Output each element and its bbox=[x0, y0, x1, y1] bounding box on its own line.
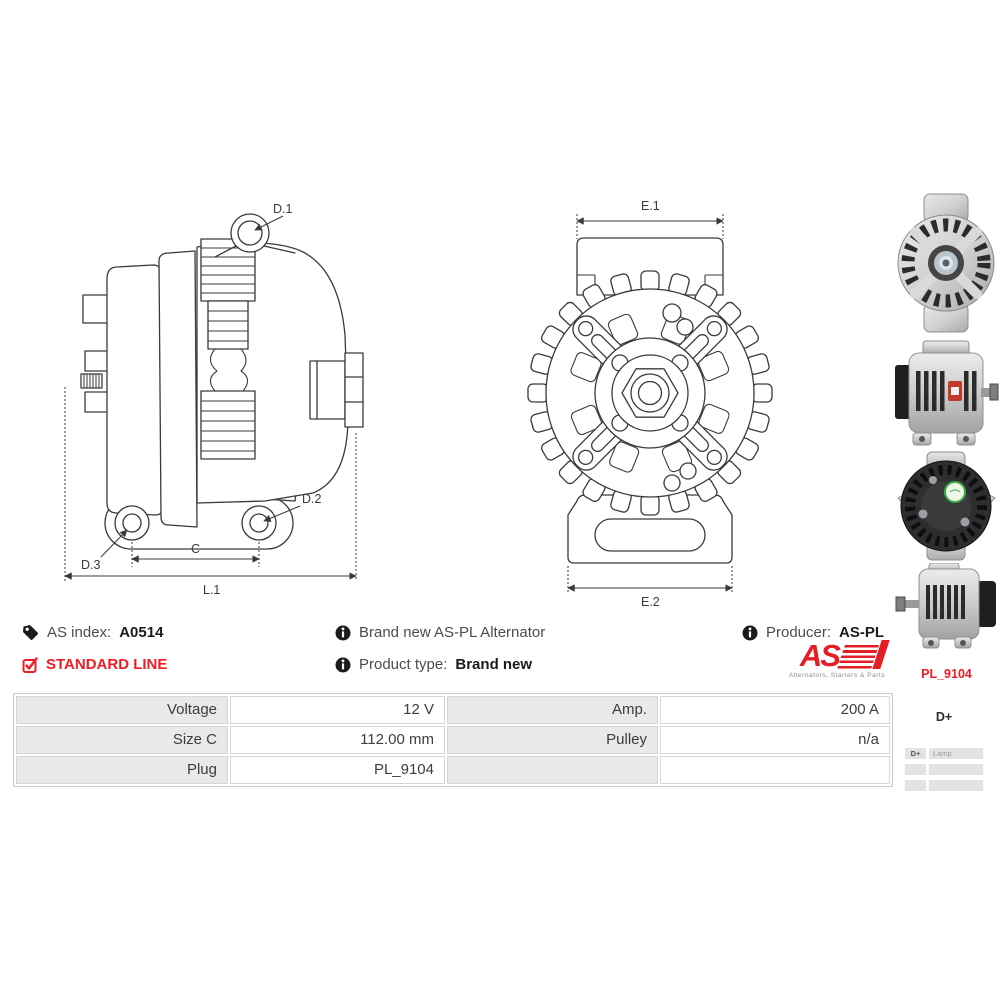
dimension-label-l1: L.1 bbox=[203, 583, 221, 597]
dimension-label-e2: E.2 bbox=[641, 595, 660, 609]
product-type-line bbox=[335, 656, 532, 673]
dimension-label-d1: D.1 bbox=[273, 202, 293, 216]
spec-label-amp: Amp. bbox=[447, 696, 658, 724]
alternator-front-photo[interactable] bbox=[893, 190, 1000, 335]
spec-label-plug: Plug bbox=[16, 756, 228, 784]
alternator-side-photo[interactable] bbox=[893, 337, 1000, 448]
connector-function: Lamp bbox=[929, 748, 983, 759]
spec-row bbox=[16, 696, 890, 724]
as-index-value: A0514 bbox=[119, 624, 164, 641]
front-view-drawing bbox=[520, 195, 790, 613]
product-type-label: Product type: bbox=[359, 656, 448, 673]
aspl-logo-mark bbox=[799, 638, 885, 673]
spec-table bbox=[13, 693, 893, 787]
alternator-rear-photo[interactable] bbox=[893, 450, 1000, 562]
plug-code-label[interactable]: PL_9104 bbox=[921, 667, 972, 681]
spec-value-pulley: n/a bbox=[660, 726, 890, 754]
connector-pin bbox=[905, 764, 926, 775]
connector-pin-table bbox=[905, 748, 983, 796]
brand-new-text: Brand new AS-PL Alternator bbox=[359, 624, 546, 641]
spec-label-empty bbox=[447, 756, 658, 784]
connector-row bbox=[905, 764, 983, 775]
terminal-label: D+ bbox=[935, 710, 953, 724]
spec-value-size-c: 112.00 mm bbox=[230, 726, 445, 754]
aspl-logo-text: AS bbox=[799, 638, 839, 673]
dimension-label-c: C bbox=[191, 542, 201, 556]
connector-pin: D+ bbox=[905, 748, 926, 759]
aspl-logo-tagline: Alternators, Starters & Parts bbox=[788, 672, 885, 679]
spec-value-empty bbox=[660, 756, 890, 784]
spec-value-voltage: 12 V bbox=[230, 696, 445, 724]
connector-function bbox=[929, 764, 983, 775]
tag-icon bbox=[22, 624, 39, 641]
spec-label-size-c: Size C bbox=[16, 726, 228, 754]
checkbox-icon bbox=[22, 657, 38, 673]
spec-label-pulley: Pulley bbox=[447, 726, 658, 754]
brand-new-line bbox=[335, 624, 545, 641]
info-icon bbox=[742, 625, 758, 641]
connector-row bbox=[905, 780, 983, 791]
spec-row bbox=[16, 756, 890, 784]
producer-label: Producer: bbox=[766, 624, 832, 641]
connector-pin bbox=[905, 780, 926, 791]
aspl-logo[interactable] bbox=[788, 638, 885, 679]
dimension-label-d2: D.2 bbox=[302, 492, 322, 506]
spec-row bbox=[16, 726, 890, 754]
side-view-drawing bbox=[55, 195, 390, 607]
alternator-side2-photo[interactable] bbox=[893, 563, 1000, 651]
info-icon bbox=[335, 625, 351, 641]
producer-value: AS-PL bbox=[839, 624, 885, 641]
spec-label-voltage: Voltage bbox=[16, 696, 228, 724]
product-type-value: Brand new bbox=[455, 656, 533, 673]
spec-value-amp: 200 A bbox=[660, 696, 890, 724]
dimension-label-d3: D.3 bbox=[81, 558, 101, 572]
connector-row bbox=[905, 748, 983, 759]
connector-function bbox=[929, 780, 983, 791]
spec-value-plug: PL_9104 bbox=[230, 756, 445, 784]
standard-line-badge bbox=[22, 656, 167, 673]
standard-line-label: STANDARD LINE bbox=[46, 656, 168, 673]
as-index-line bbox=[22, 624, 163, 641]
info-icon bbox=[335, 657, 351, 673]
dimension-label-e1: E.1 bbox=[641, 199, 660, 213]
as-index-label: AS index: bbox=[47, 624, 112, 641]
